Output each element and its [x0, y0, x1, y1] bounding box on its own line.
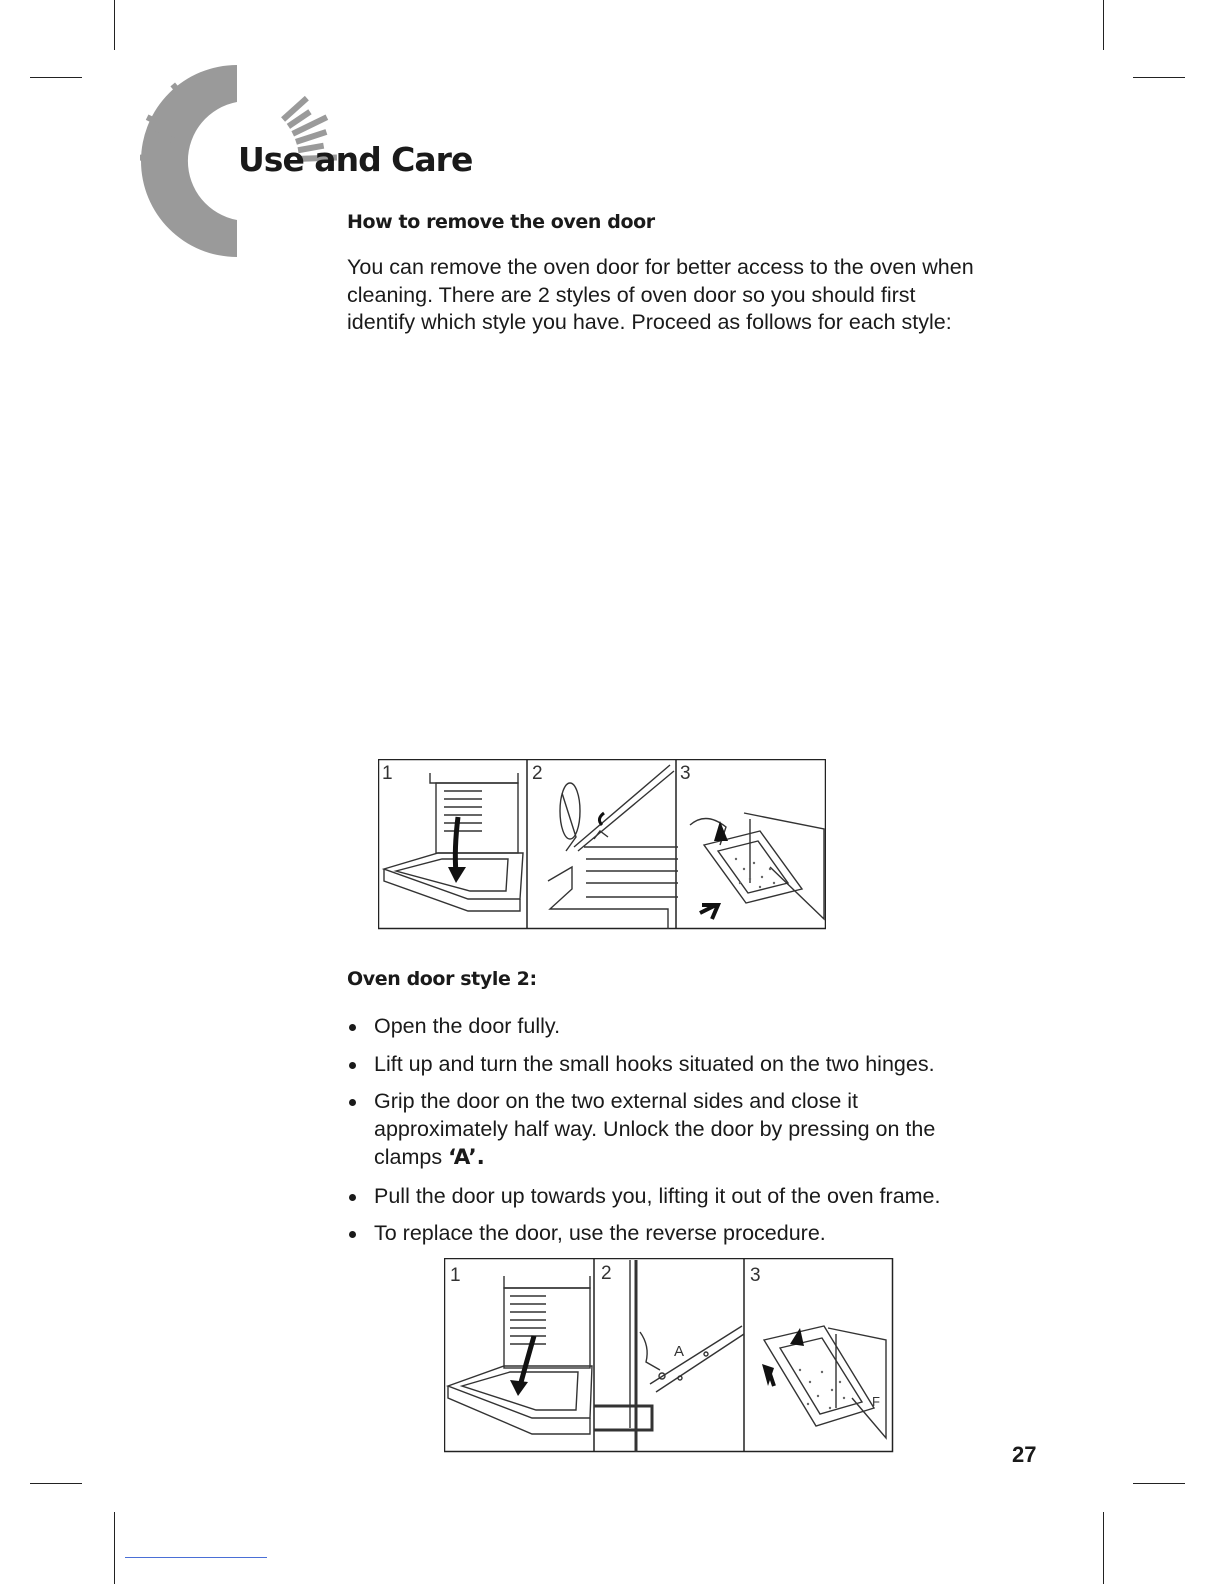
step-line: To replace the door, use the reverse procedure.	[374, 1221, 826, 1245]
door-style-2-figure	[444, 1258, 894, 1453]
page-number: 27	[1012, 1442, 1037, 1467]
panel-label: 2	[601, 1263, 612, 1284]
panel-label: 3	[750, 1265, 761, 1286]
instruction-list	[347, 1012, 1027, 1257]
panel-label: 3	[680, 763, 691, 784]
step-line: Open the door fully.	[374, 1014, 561, 1038]
logo-ray	[140, 158, 175, 159]
crop-mark	[1103, 1512, 1104, 1584]
intro-line: cleaning. There are 2 styles of oven door so you should first	[347, 282, 916, 307]
intro-paragraph	[347, 254, 1047, 337]
step-line	[374, 1143, 1027, 1172]
list-item	[347, 1087, 1027, 1172]
panel-label: 2	[532, 763, 543, 784]
panel-label: 1	[450, 1265, 461, 1286]
step-text: clamps	[374, 1145, 449, 1169]
section-heading-door-style-2: Oven door style 2:	[347, 968, 537, 990]
crop-mark	[1103, 0, 1104, 50]
crop-mark	[114, 0, 115, 50]
footer-link-line	[125, 1557, 267, 1558]
intro-line: identify which style you have. Proceed as follows for each style:	[347, 310, 952, 334]
crop-mark	[30, 77, 82, 78]
step-line: Pull the door up towards you, lifting it out of the oven frame.	[374, 1183, 941, 1208]
door-style-1-figure	[378, 759, 826, 930]
panel-label: 1	[382, 763, 393, 784]
clamp-label: ‘A’.	[448, 1145, 485, 1170]
section-heading-remove-door: How to remove the oven door	[347, 211, 655, 233]
step-line: approximately half way. Unlock the door by pressing on the	[374, 1117, 936, 1141]
list-item	[347, 1050, 1027, 1078]
crop-mark	[1133, 77, 1185, 78]
crop-mark	[30, 1483, 82, 1484]
page-title: Use and Care	[238, 140, 473, 179]
clamp-callout-a: A	[674, 1343, 685, 1360]
list-item	[347, 1012, 1027, 1040]
step-line: Lift up and turn the small hooks situated on the two hinges.	[374, 1051, 935, 1076]
list-item	[347, 1219, 1027, 1247]
list-item	[347, 1182, 1027, 1210]
crop-mark	[114, 1512, 115, 1584]
callout-f: F	[872, 1394, 880, 1409]
step-line: Grip the door on the two external sides and close it	[374, 1089, 859, 1113]
intro-line: You can remove the oven door for better access to the oven when	[347, 255, 974, 279]
crop-mark	[1133, 1483, 1185, 1484]
